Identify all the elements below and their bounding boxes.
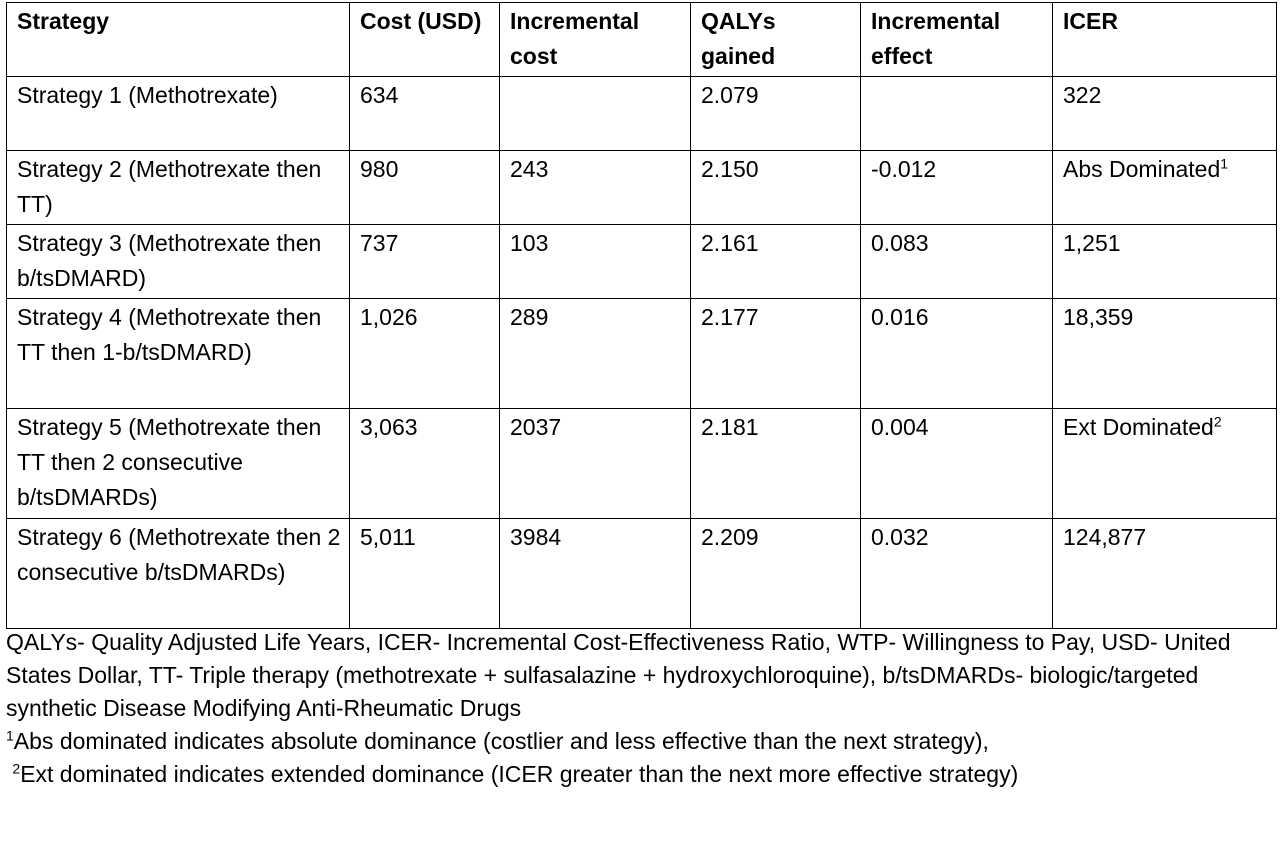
cell-incremental-effect: -0.012 <box>861 151 1053 225</box>
footnote-1-mark: 1 <box>6 727 14 744</box>
footnote-2 <box>6 758 1266 791</box>
cell-qalys: 2.209 <box>691 519 861 629</box>
header-icer: ICER <box>1053 3 1277 77</box>
header-cost: Cost (USD) <box>350 3 500 77</box>
cell-incremental-cost: 243 <box>500 151 691 225</box>
icer-footnote-mark: 2 <box>1213 413 1222 430</box>
table-row <box>7 519 1277 629</box>
cell-incremental-cost <box>500 77 691 151</box>
table-row <box>7 151 1277 225</box>
cell-qalys: 2.177 <box>691 299 861 409</box>
cell-incremental-cost: 3984 <box>500 519 691 629</box>
table-row <box>7 225 1277 299</box>
cell-strategy: Strategy 3 (Methotrexate then b/tsDMARD) <box>7 225 350 299</box>
table-row <box>7 409 1277 519</box>
cell-strategy: Strategy 5 (Methotrexate then TT then 2 consecutive b/tsDMARDs) <box>7 409 350 519</box>
cell-incremental-effect: 0.083 <box>861 225 1053 299</box>
cell-cost: 5,011 <box>350 519 500 629</box>
cell-cost: 634 <box>350 77 500 151</box>
footnote-1-text: Abs dominated indicates absolute dominance (costlier and less effective than the next strategy), <box>13 728 989 754</box>
table-notes <box>6 626 1266 791</box>
table-header-row <box>7 3 1277 77</box>
footnote-2-mark: 2 <box>12 760 21 777</box>
cell-icer <box>1053 225 1277 299</box>
cell-qalys: 2.150 <box>691 151 861 225</box>
footnote-2-text: Ext dominated indicates extended dominance (ICER greater than the next more effective strategy) <box>20 761 1019 787</box>
footnote-1 <box>6 725 1266 758</box>
cell-qalys: 2.079 <box>691 77 861 151</box>
cell-incremental-effect: 0.032 <box>861 519 1053 629</box>
cell-incremental-effect: 0.004 <box>861 409 1053 519</box>
cell-incremental-cost: 2037 <box>500 409 691 519</box>
icer-value: Abs Dominated <box>1063 156 1221 182</box>
cell-incremental-effect <box>861 77 1053 151</box>
cell-incremental-cost: 103 <box>500 225 691 299</box>
header-strategy: Strategy <box>7 3 350 77</box>
abbreviations-note: QALYs- Quality Adjusted Life Years, ICER- Incremental Cost-Effectiveness Ratio, WTP- Willingness to Pay, USD- United States Dollar, TT- Triple therapy (methotrexate + sulfasalazine + hydroxychloroquine), b/tsDMARDs- biologic/targeted synthetic Disease Modifying Anti-Rheumatic Drugs <box>6 629 1231 721</box>
cell-icer <box>1053 77 1277 151</box>
cell-strategy: Strategy 4 (Methotrexate then TT then 1-b/tsDMARD) <box>7 299 350 409</box>
icer-value: 18,359 <box>1063 304 1134 330</box>
cell-cost: 737 <box>350 225 500 299</box>
cell-strategy: Strategy 1 (Methotrexate) <box>7 77 350 151</box>
cell-qalys: 2.181 <box>691 409 861 519</box>
cell-incremental-effect: 0.016 <box>861 299 1053 409</box>
cell-cost: 1,026 <box>350 299 500 409</box>
cell-strategy: Strategy 2 (Methotrexate then TT) <box>7 151 350 225</box>
icer-footnote-mark: 1 <box>1220 155 1229 172</box>
cell-icer <box>1053 519 1277 629</box>
cell-qalys: 2.161 <box>691 225 861 299</box>
header-qalys-gained: QALYs gained <box>691 3 861 77</box>
cost-effectiveness-table <box>6 2 1277 629</box>
icer-value: Ext Dominated <box>1063 414 1214 440</box>
icer-value: 1,251 <box>1063 230 1121 256</box>
cell-cost: 980 <box>350 151 500 225</box>
icer-value: 322 <box>1063 82 1102 108</box>
table-row <box>7 77 1277 151</box>
icer-value: 124,877 <box>1063 524 1147 550</box>
header-incremental-cost: Incremental cost <box>500 3 691 77</box>
cell-icer <box>1053 299 1277 409</box>
header-incremental-effect: Incremental effect <box>861 3 1053 77</box>
table-row <box>7 299 1277 409</box>
cell-cost: 3,063 <box>350 409 500 519</box>
cell-icer <box>1053 409 1277 519</box>
cell-icer <box>1053 151 1277 225</box>
cell-incremental-cost: 289 <box>500 299 691 409</box>
cell-strategy: Strategy 6 (Methotrexate then 2 consecutive b/tsDMARDs) <box>7 519 350 629</box>
